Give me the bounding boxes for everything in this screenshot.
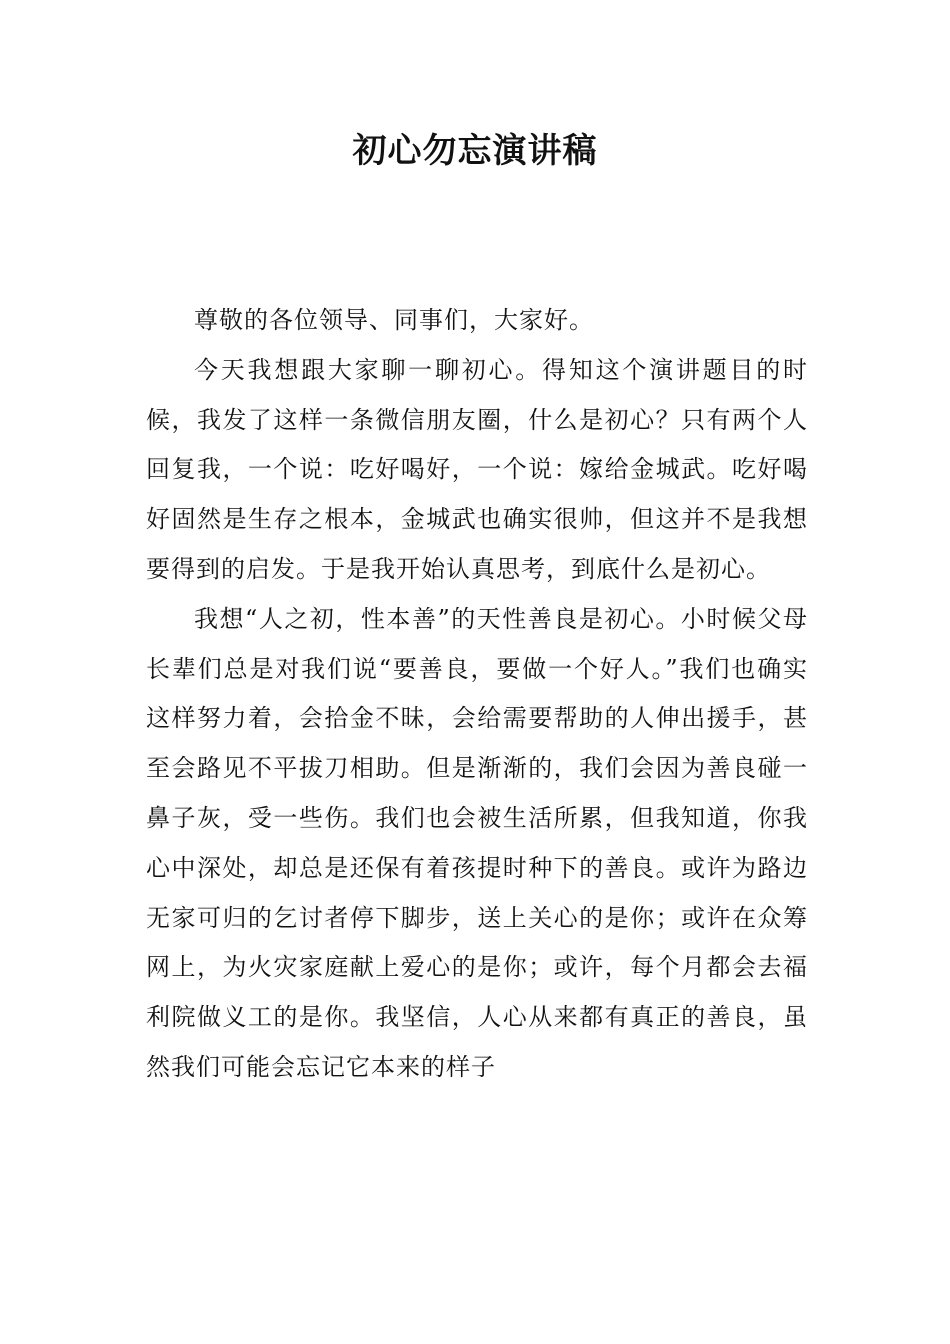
- paragraph-introduction: 今天我想跟大家聊一聊初心。得知这个演讲题目的时候，我发了这样一条微信朋友圈，什么是初心？只有两个人回复我，一个说：吃好喝好，一个说：嫁给金城武。吃好喝好固然是生存之根本，金城武也确实很帅，但这并不是我想要得到的启发。于是我开始认真思考，到底什么是初心。: [146, 355, 808, 583]
- document-body: [146, 296, 808, 1093]
- paragraph-greeting: 尊敬的各位领导、同事们，大家好。: [194, 306, 594, 334]
- paragraph-kindness: 我想“人之初，性本善”的天性善良是初心。小时候父母长辈们总是对我们说“要善良，要做一个好人。”我们也确实这样努力着，会拾金不昧，会给需要帮助的人伸出援手，甚至会路见不平拔刀相助。但是渐渐的，我们会因为善良碰一鼻子灰，受一些伤。我们也会被生活所累，但我知道，你我心中深处，却总是还保有着孩提时种下的善良。或许为路边无家可归的乞讨者停下脚步，送上关心的是你；或许在众筹网上，为火灾家庭献上爱心的是你；或许，每个月都会去福利院做义工的是你。我坚信，人心从来都有真正的善良，虽然我们可能会忘记它本来的样子: [146, 604, 808, 1081]
- document-title: 初心勿忘演讲稿: [352, 131, 598, 171]
